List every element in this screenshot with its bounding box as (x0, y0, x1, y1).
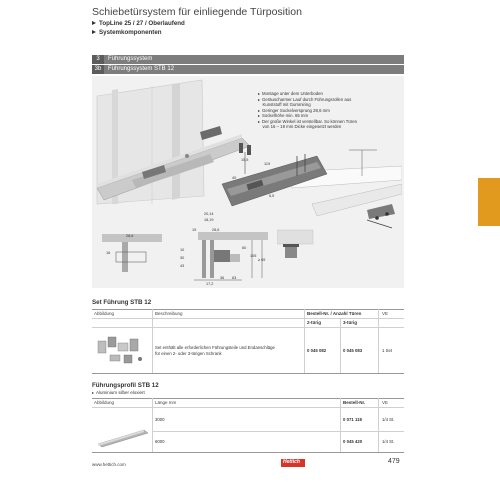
bullet-icon (92, 392, 94, 394)
drawing-panel: 15,5 40 119 6,5 28,6 16 20,14 18,19 19 28,6 10 30 43 36 63 60 105 17,2 ≥ 65 (92, 76, 404, 288)
page-number: 479 (388, 458, 400, 465)
page-title: Schiebetürsystem für einliegende Türposition (92, 6, 302, 18)
set-parts-image (96, 333, 148, 369)
profile-rail-image (96, 428, 150, 448)
screw-icon (247, 145, 251, 155)
feature-item: Geräuscharmer Lauf durch Führungsrollen aus (258, 97, 357, 103)
rail-detail-drawing (217, 144, 402, 229)
bullet-icon (258, 121, 260, 123)
logo-text: Hettich (283, 459, 300, 465)
footer-url[interactable]: www.hettich.com (92, 462, 126, 467)
set-table: Abbildung Beschreibung Bestell-Nr. / Anzahl Türen VE 2-türig 3-türig Set enthält alle erforderlichen Führungsteile und Endanschläge für einen 2- oder 3-türigen Schrank 0 045 082 0 045 083 1 Set (92, 309, 404, 373)
set-table-heading: Set Führung STB 12 (92, 299, 152, 306)
bullet-icon (258, 93, 260, 95)
profile-table: Abbildung Länge mm Bestell-Nr. VE 3000 0 071 118 1/4 St. 6000 0 045 420 1/4 St. (92, 398, 404, 452)
subtitle-topline: TopLine 25 / 27 / Oberlaufend (92, 20, 185, 27)
feature-item: Montage unter dem Unterboden (258, 91, 357, 97)
bullet-icon (258, 99, 260, 101)
bullet-icon (258, 115, 260, 117)
feature-item: Geringer Sockelversprung 28,6 mm (258, 108, 357, 114)
profile-note: Aluminium silber eloxiert (92, 390, 145, 395)
feature-item: Der große Winkel ist verstellbar. So können Türen (258, 119, 357, 125)
feature-list (258, 91, 357, 130)
section-bar-3: 3 Führungssystem (92, 55, 404, 64)
screw-icon (239, 143, 243, 153)
subtitle-components: Systemkomponenten (92, 29, 162, 36)
chapter-tab (478, 178, 500, 226)
triangle-bullet-icon (92, 21, 96, 25)
triangle-bullet-icon (92, 30, 96, 34)
feature-item: Sockelhöhe min. 65 mm (258, 113, 357, 119)
bullet-icon (258, 110, 260, 112)
feature-item-continued: Kunststoff mit Gummiring (262, 102, 311, 107)
section-bar-3b: 3b Führungssystem STB 12 (92, 65, 404, 74)
end-stop-drawing (277, 226, 317, 266)
feature-item-continued: von 16 – 19 mm Dicke eingesetzt werden (262, 124, 342, 129)
profile-table-heading: Führungsprofil STB 12 (92, 382, 159, 389)
